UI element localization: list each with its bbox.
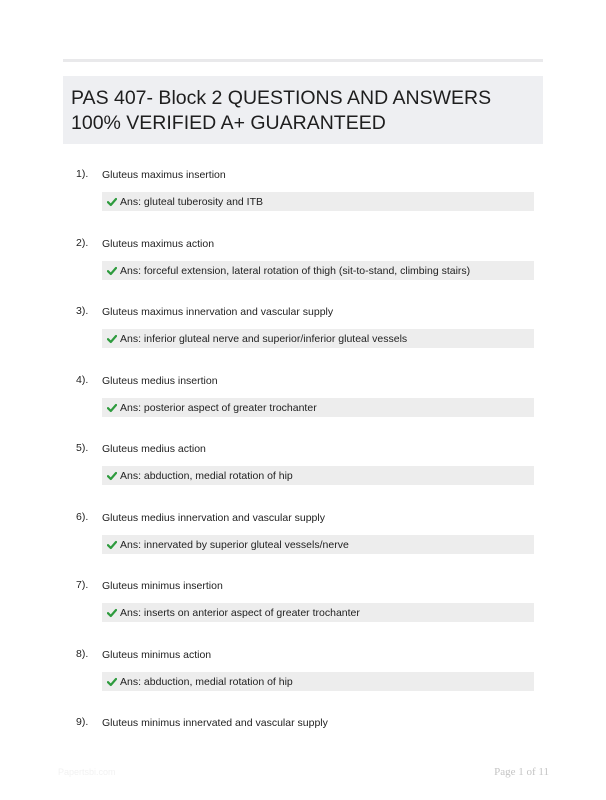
page-number-label: Page 1 of 11 bbox=[494, 766, 549, 778]
question-text: Gluteus minimus insertion bbox=[102, 580, 223, 592]
check-icon bbox=[107, 403, 117, 413]
answer-box bbox=[102, 603, 534, 622]
check-icon bbox=[107, 266, 117, 276]
qa-item-2 bbox=[0, 236, 606, 296]
document-title-line-1: PAS 407- Block 2 QUESTIONS AND ANSWERS bbox=[71, 87, 492, 109]
check-icon bbox=[107, 608, 117, 618]
document-title-box bbox=[63, 76, 543, 144]
answer-box bbox=[102, 192, 534, 211]
check-icon bbox=[107, 334, 117, 344]
check-icon bbox=[107, 197, 117, 207]
question-text: Gluteus minimus innervated and vascular supply bbox=[102, 717, 328, 729]
question-number: 1). bbox=[76, 168, 89, 180]
question-number: 8). bbox=[76, 648, 89, 660]
question-number: 3). bbox=[76, 305, 89, 317]
question-text: Gluteus maximus action bbox=[102, 238, 215, 250]
answer-box bbox=[102, 535, 534, 554]
question-text: Gluteus minimus action bbox=[102, 649, 212, 661]
answer-box bbox=[102, 466, 534, 485]
check-icon bbox=[107, 677, 117, 687]
answer-box bbox=[102, 329, 534, 348]
answer-text: Ans: inserts on anterior aspect of greater trochanter bbox=[120, 606, 360, 619]
answer-text: Ans: abduction, medial rotation of hip bbox=[120, 469, 293, 482]
question-text: Gluteus medius innervation and vascular supply bbox=[102, 512, 325, 524]
qa-item-4 bbox=[0, 373, 606, 433]
answer-text: Ans: inferior gluteal nerve and superior/inferior gluteal vessels bbox=[120, 332, 408, 345]
top-divider bbox=[63, 59, 543, 62]
question-number: 7). bbox=[76, 579, 89, 591]
answer-text: Ans: gluteal tuberosity and ITB bbox=[120, 195, 263, 208]
question-text: Gluteus maximus innervation and vascular supply bbox=[102, 306, 334, 318]
question-text: Gluteus medius action bbox=[102, 443, 206, 455]
question-number: 2). bbox=[76, 237, 89, 249]
question-text: Gluteus medius insertion bbox=[102, 375, 218, 387]
question-text: Gluteus maximus insertion bbox=[102, 169, 226, 181]
answer-box bbox=[102, 398, 534, 417]
answer-text: Ans: forceful extension, lateral rotation of thigh (sit-to-stand, climbing stairs) bbox=[120, 264, 471, 277]
document-title-line-2: 100% VERIFIED A+ GUARANTEED bbox=[71, 112, 386, 134]
check-icon bbox=[107, 471, 117, 481]
question-number: 4). bbox=[76, 374, 89, 386]
question-number: 9). bbox=[76, 716, 89, 728]
qa-item-8 bbox=[0, 647, 606, 707]
check-icon bbox=[107, 540, 117, 550]
question-number: 5). bbox=[76, 442, 89, 454]
answer-text: Ans: innervated by superior gluteal vessels/nerve bbox=[120, 538, 349, 551]
footer-watermark: Papertsbi.com bbox=[58, 767, 116, 777]
answer-box bbox=[102, 261, 534, 280]
answer-text: Ans: posterior aspect of greater trochanter bbox=[120, 401, 317, 414]
qa-item-7 bbox=[0, 578, 606, 638]
qa-item-3 bbox=[0, 304, 606, 364]
qa-item-1 bbox=[0, 167, 606, 227]
qa-item-6 bbox=[0, 510, 606, 570]
answer-box bbox=[102, 672, 534, 691]
question-number: 6). bbox=[76, 511, 89, 523]
qa-item-5 bbox=[0, 441, 606, 501]
answer-text: Ans: abduction, medial rotation of hip bbox=[120, 675, 293, 688]
